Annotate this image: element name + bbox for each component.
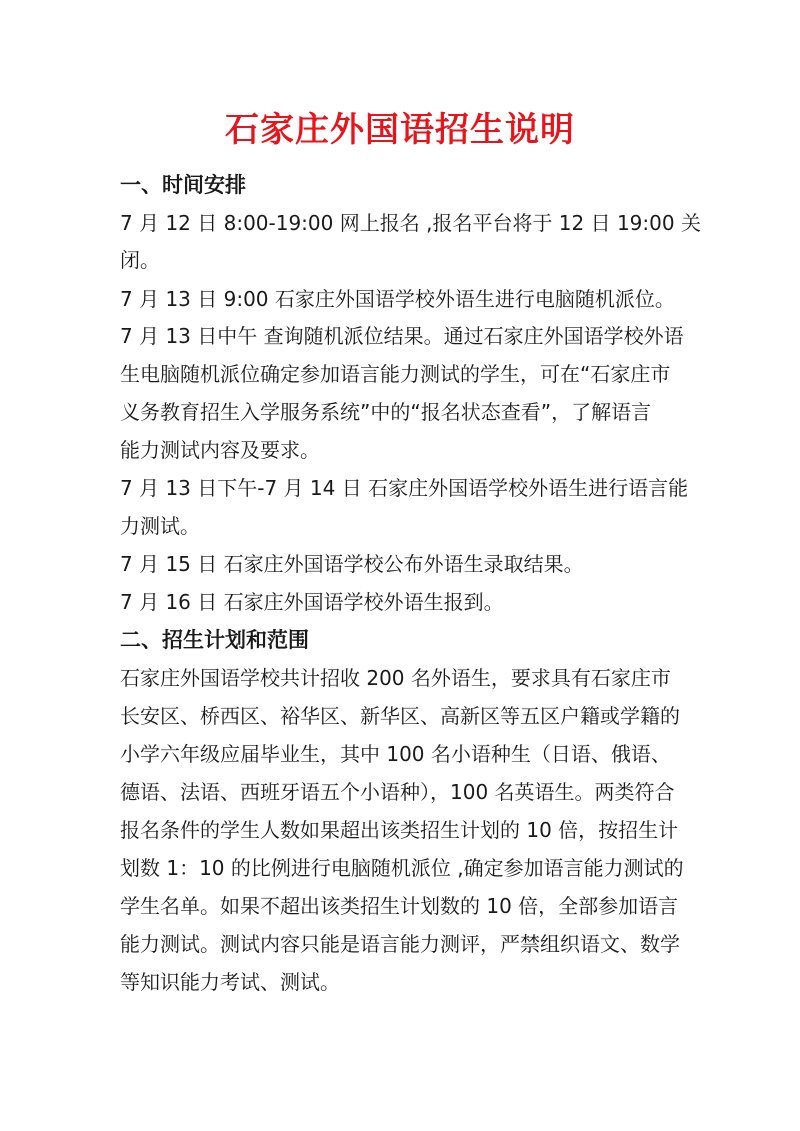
paragraph-line: 生电脑随机派位确定参加语言能力测试的学生，可在“石家庄市 [120,362,671,386]
paragraph-line: 义务教育招生入学服务系统”中的“报名状态查看”，了解语言 [120,400,652,424]
document-title: 石家庄外国语招生说明 [225,110,575,150]
paragraph-line: 7 月 16 日 石家庄外国语学校外语生报到。 [120,590,504,614]
paragraph-line: 学生名单。如果不超出该类招生计划数的 10 倍，全部参加语言 [120,894,679,918]
paragraph-line: 能力测试。测试内容只能是语言能力测评，严禁组织语文、数学 [120,932,680,956]
paragraph-line: 闭。 [120,248,160,272]
paragraph-line: 7 月 13 日下午-7 月 14 日 石家庄外国语学校外语生进行语言能 [120,476,689,500]
paragraph-line: 等知识能力考试、测试。 [120,970,340,994]
paragraph-line: 能力测试内容及要求。 [120,438,320,462]
paragraph-line: 划数 1：10 的比例进行电脑随机派位 ,确定参加语言能力测试的 [120,856,684,880]
paragraph-line: 德语、法语、西班牙语五个小语种），100 名英语生。两类符合 [120,780,675,804]
paragraph-line: 力测试。 [120,514,200,538]
paragraph-line: 7 月 13 日 9:00 石家庄外国语学校外语生进行电脑随机派位。 [120,287,675,311]
paragraph-line: 小学六年级应届毕业生，其中 100 名小语种生（日语、俄语、 [120,742,671,766]
paragraph-line: 7 月 13 日中午 查询随机派位结果。通过石家庄外国语学校外语 [120,324,684,348]
paragraph-line: 7 月 12 日 8:00-19:00 网上报名 ,报名平台将于 12 日 19:00 关 [120,211,701,235]
paragraph-line: 报名条件的学生人数如果超出该类招生计划的 10 倍，按招生计 [120,818,679,842]
section-heading-schedule: 一、时间安排 [120,173,246,197]
paragraph-line: 7 月 15 日 石家庄外国语学校公布外语生录取结果。 [120,552,584,576]
paragraph-line: 石家庄外国语学校共计招收 200 名外语生，要求具有石家庄市 [120,666,671,690]
section-heading-enrollment-plan: 二、招生计划和范围 [120,628,309,652]
paragraph-line: 长安区、桥西区、裕华区、新华区、高新区等五区户籍或学籍的 [120,704,680,728]
